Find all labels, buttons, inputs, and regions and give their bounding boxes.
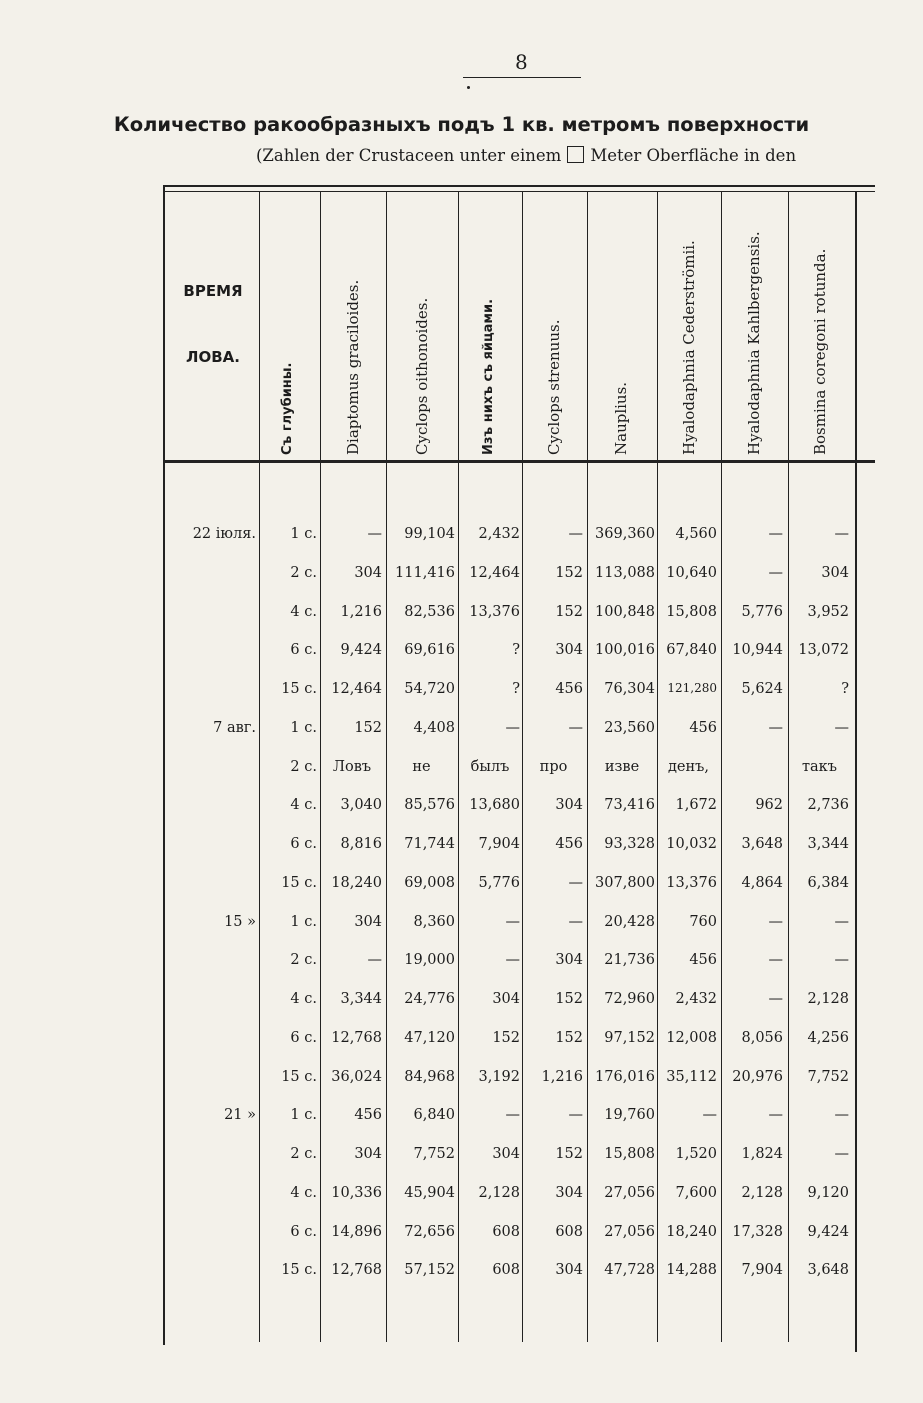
table-cell: 3,952 — [807, 603, 849, 620]
table-cell: 19,000 — [404, 952, 455, 969]
table-cell: 67,840 — [666, 642, 717, 659]
page-title: Количество ракообразныхъ подъ 1 кв. метромъ поверхности — [113, 113, 810, 136]
table-cell: 10,032 — [666, 836, 717, 852]
subtitle-text-after: Meter Oberfläche in den — [590, 146, 797, 165]
row-depth: 2 с. — [290, 952, 317, 969]
table-cell: 304 — [555, 797, 583, 814]
table-cell: 15,808 — [604, 1146, 655, 1162]
table-cell: 15,808 — [666, 603, 717, 620]
row-depth: 6 с. — [290, 642, 317, 659]
table-cell: 9,424 — [340, 642, 382, 659]
table-cell: 2,128 — [741, 1184, 783, 1201]
table-row — [0, 604, 923, 632]
table-cell: 71,744 — [404, 836, 455, 852]
table-cell: 456 — [689, 952, 717, 969]
table-cell: — — [367, 526, 382, 542]
row-depth: 1 с. — [290, 719, 317, 736]
table-cell: 7,904 — [478, 836, 520, 852]
table-row — [0, 565, 923, 593]
table-cell: 10,336 — [331, 1184, 382, 1201]
table-cell: 6,384 — [807, 874, 849, 891]
table-cell: 608 — [492, 1262, 520, 1279]
table-row — [0, 642, 923, 670]
row-depth: 6 с. — [290, 836, 317, 852]
table-cell: 304 — [555, 642, 583, 659]
table-cell: 7,752 — [807, 1068, 849, 1085]
page-number: 8 — [515, 50, 528, 74]
header-time-line2: ЛОВА. — [186, 348, 240, 366]
table-cell: 113,088 — [595, 564, 655, 581]
table-cell: 9,424 — [807, 1223, 849, 1240]
table-row — [0, 875, 923, 903]
table-cell: 760 — [689, 913, 717, 930]
table-cell: 7,904 — [741, 1262, 783, 1279]
table-cell: 152 — [555, 1146, 583, 1162]
table-cell: 85,576 — [404, 797, 455, 814]
table-cell: — — [505, 913, 520, 930]
table-cell: — — [768, 991, 783, 1007]
table-row — [0, 1185, 923, 1213]
table-row — [0, 914, 923, 942]
table-cell: 9,120 — [807, 1184, 849, 1201]
table-cell: — — [568, 913, 583, 930]
table-cell: 304 — [354, 564, 382, 581]
row-depth: 15 с. — [281, 874, 317, 891]
page-number-rule — [463, 77, 581, 78]
table-row — [0, 681, 923, 709]
table-cell: 121,280 — [667, 681, 717, 695]
table-cell: 19,760 — [604, 1107, 655, 1124]
table-cell: — — [834, 719, 849, 736]
table-cell: 17,328 — [732, 1223, 783, 1240]
row-depth: 15 с. — [281, 681, 317, 697]
table-cell: 6,840 — [413, 1107, 455, 1124]
table-cell: — — [702, 1107, 717, 1124]
table-cell: 111,416 — [395, 564, 455, 581]
table-row — [0, 1107, 923, 1135]
table-cell: 13,680 — [469, 797, 520, 814]
table-cell: 35,112 — [666, 1068, 717, 1085]
table-cell: 4,256 — [807, 1029, 849, 1046]
table-top-rule — [163, 185, 875, 187]
table-cell: 100,016 — [595, 642, 655, 659]
table-cell: 2,128 — [478, 1184, 520, 1201]
table-cell: 10,944 — [732, 642, 783, 659]
table-cell: — — [768, 913, 783, 930]
row-depth: 4 с. — [290, 797, 317, 814]
table-cell: 152 — [492, 1029, 520, 1046]
table-cell: 3,040 — [340, 797, 382, 814]
row-date: 22 іюля. — [192, 526, 256, 542]
header-bottom-rule — [163, 460, 875, 463]
table-cell: 2,432 — [675, 991, 717, 1007]
row-depth: 4 с. — [290, 991, 317, 1007]
table-cell: 152 — [354, 719, 382, 736]
table-cell: 18,240 — [666, 1223, 717, 1240]
table-row — [0, 1224, 923, 1252]
table-cell: 12,768 — [331, 1262, 382, 1279]
table-cell: 54,720 — [404, 681, 455, 697]
table-cell: 10,640 — [666, 564, 717, 581]
table-cell: 27,056 — [604, 1184, 655, 1201]
table-cell: — — [768, 526, 783, 542]
table-cell: — — [768, 952, 783, 969]
table-cell: 304 — [492, 991, 520, 1007]
table-cell: 72,656 — [404, 1223, 455, 1240]
table-cell: 12,768 — [331, 1029, 382, 1046]
table-cell: 2,128 — [807, 991, 849, 1007]
table-cell: 608 — [492, 1223, 520, 1240]
table-top-rule-2 — [163, 191, 875, 192]
row-depth: 1 с. — [290, 913, 317, 930]
table-row — [0, 526, 923, 554]
table-cell: 13,376 — [666, 874, 717, 891]
table-cell: 152 — [555, 991, 583, 1007]
table-cell: денъ, — [667, 758, 709, 775]
table-cell: — — [568, 874, 583, 891]
table-cell: 100,848 — [595, 603, 655, 620]
row-depth: 1 с. — [290, 1107, 317, 1124]
table-cell: 4,408 — [413, 719, 455, 736]
row-depth: 2 с. — [290, 564, 317, 581]
table-row — [0, 1262, 923, 1290]
table-cell: 456 — [689, 719, 717, 736]
table-cell: 4,864 — [741, 874, 783, 891]
table-cell: 1,216 — [340, 603, 382, 620]
table-cell: 5,776 — [741, 603, 783, 620]
header-time-line1: ВРЕМЯ — [183, 282, 243, 300]
table-cell: 456 — [555, 836, 583, 852]
row-depth: 15 с. — [281, 1068, 317, 1085]
subtitle-text-before: (Zahlen der Crustaceen unter einem — [256, 146, 562, 165]
row-depth: 6 с. — [290, 1029, 317, 1046]
row-depth: 1 с. — [290, 526, 317, 542]
table-cell: 20,428 — [604, 913, 655, 930]
table-cell: — — [568, 719, 583, 736]
table-cell: 1,672 — [675, 797, 717, 814]
page-dot — [467, 86, 470, 89]
table-cell: — — [568, 1107, 583, 1124]
table-cell: 2,432 — [478, 526, 520, 542]
table-cell: — — [834, 1107, 849, 1124]
table-cell: ? — [841, 681, 849, 697]
table-cell: — — [505, 719, 520, 736]
table-cell: ? — [512, 642, 520, 659]
table-cell: такъ — [802, 758, 837, 775]
table-row — [0, 836, 923, 864]
table-row — [0, 1069, 923, 1097]
table-cell: — — [834, 913, 849, 930]
table-cell: — — [834, 1146, 849, 1162]
table-cell: 962 — [755, 797, 783, 814]
table-cell: 73,416 — [604, 797, 655, 814]
table-cell: 152 — [555, 564, 583, 581]
table-cell: 24,776 — [404, 991, 455, 1007]
table-cell: — — [505, 1107, 520, 1124]
table-row — [0, 720, 923, 748]
table-row — [0, 991, 923, 1019]
table-cell: — — [768, 719, 783, 736]
row-depth: 15 с. — [281, 1262, 317, 1279]
table-cell: 7,752 — [413, 1146, 455, 1162]
table-cell: — — [568, 526, 583, 542]
table-cell: Ловъ — [332, 758, 372, 775]
table-cell: 97,152 — [604, 1029, 655, 1046]
table-cell: 69,008 — [404, 874, 455, 891]
table-cell: 23,560 — [604, 719, 655, 736]
table-cell: 20,976 — [732, 1068, 783, 1085]
row-date: 21 » — [224, 1107, 256, 1124]
table-cell: — — [768, 564, 783, 581]
table-cell: 8,360 — [413, 913, 455, 930]
table-row — [0, 1030, 923, 1058]
table-cell: 12,464 — [331, 681, 382, 697]
row-depth: 2 с. — [290, 758, 317, 775]
table-cell: 1,216 — [541, 1068, 583, 1085]
table-cell: 12,008 — [666, 1029, 717, 1046]
table-cell: 152 — [555, 1029, 583, 1046]
table-cell: 3,344 — [807, 836, 849, 852]
table-cell: 3,648 — [807, 1262, 849, 1279]
table-cell: 45,904 — [404, 1184, 455, 1201]
table-cell: 304 — [821, 564, 849, 581]
table-cell: — — [834, 526, 849, 542]
table-cell: 608 — [555, 1223, 583, 1240]
table-cell: 84,968 — [404, 1068, 455, 1085]
table-cell: — — [768, 1107, 783, 1124]
table-row — [0, 759, 923, 787]
table-cell: — — [367, 952, 382, 969]
table-cell: 3,192 — [478, 1068, 520, 1085]
row-depth: 4 с. — [290, 603, 317, 620]
row-depth: 2 с. — [290, 1146, 317, 1162]
table-cell: 369,360 — [595, 526, 655, 542]
table-cell: 8,056 — [741, 1029, 783, 1046]
table-cell: 36,024 — [331, 1068, 382, 1085]
table-cell: 14,288 — [666, 1262, 717, 1279]
table-cell: 456 — [555, 681, 583, 697]
table-row — [0, 952, 923, 980]
square-icon — [567, 146, 584, 163]
table-cell: 304 — [492, 1146, 520, 1162]
table-cell: 76,304 — [604, 681, 655, 697]
table-cell: 69,616 — [404, 642, 455, 659]
table-cell: 72,960 — [604, 991, 655, 1007]
table-cell: 13,072 — [798, 642, 849, 659]
table-cell: 5,776 — [478, 874, 520, 891]
page-subtitle — [256, 146, 796, 165]
table-cell: былъ — [470, 758, 510, 775]
table-cell: 5,624 — [741, 681, 783, 697]
table-cell: 3,648 — [741, 836, 783, 852]
row-depth: 6 с. — [290, 1223, 317, 1240]
table-cell: изве — [604, 758, 640, 775]
table-cell: 12,464 — [469, 564, 520, 581]
table-cell: 2,736 — [807, 797, 849, 814]
table-cell: 304 — [354, 913, 382, 930]
table-cell: 93,328 — [604, 836, 655, 852]
row-date: 15 » — [224, 913, 256, 930]
table-row — [0, 797, 923, 825]
table-cell: 3,344 — [340, 991, 382, 1007]
table-cell: — — [834, 952, 849, 969]
table-cell: 27,056 — [604, 1223, 655, 1240]
table-cell: про — [539, 758, 568, 775]
table-cell: 18,240 — [331, 874, 382, 891]
table-cell: 456 — [354, 1107, 382, 1124]
table-cell: 8,816 — [340, 836, 382, 852]
table-cell: 47,120 — [404, 1029, 455, 1046]
table-cell: 1,520 — [675, 1146, 717, 1162]
table-cell: 47,728 — [604, 1262, 655, 1279]
table-cell: 99,104 — [404, 526, 455, 542]
table-row — [0, 1146, 923, 1174]
table-cell: 307,800 — [595, 874, 655, 891]
table-cell: 57,152 — [404, 1262, 455, 1279]
table-cell: 304 — [555, 1262, 583, 1279]
table-cell: — — [505, 952, 520, 969]
table-cell: не — [412, 758, 431, 775]
table-cell: 4,560 — [675, 526, 717, 542]
table-cell: 14,896 — [331, 1223, 382, 1240]
table-cell: 21,736 — [604, 952, 655, 969]
table-cell: 304 — [555, 952, 583, 969]
row-date: 7 авг. — [213, 719, 256, 736]
row-depth: 4 с. — [290, 1184, 317, 1201]
table-cell: 82,536 — [404, 603, 455, 620]
table-cell: 304 — [354, 1146, 382, 1162]
table-cell: 304 — [555, 1184, 583, 1201]
table-cell: ? — [512, 681, 520, 697]
table-cell: 7,600 — [675, 1184, 717, 1201]
table-cell: 152 — [555, 603, 583, 620]
table-cell: 13,376 — [469, 603, 520, 620]
table-cell: 176,016 — [595, 1068, 655, 1085]
table-cell: 1,824 — [741, 1146, 783, 1162]
